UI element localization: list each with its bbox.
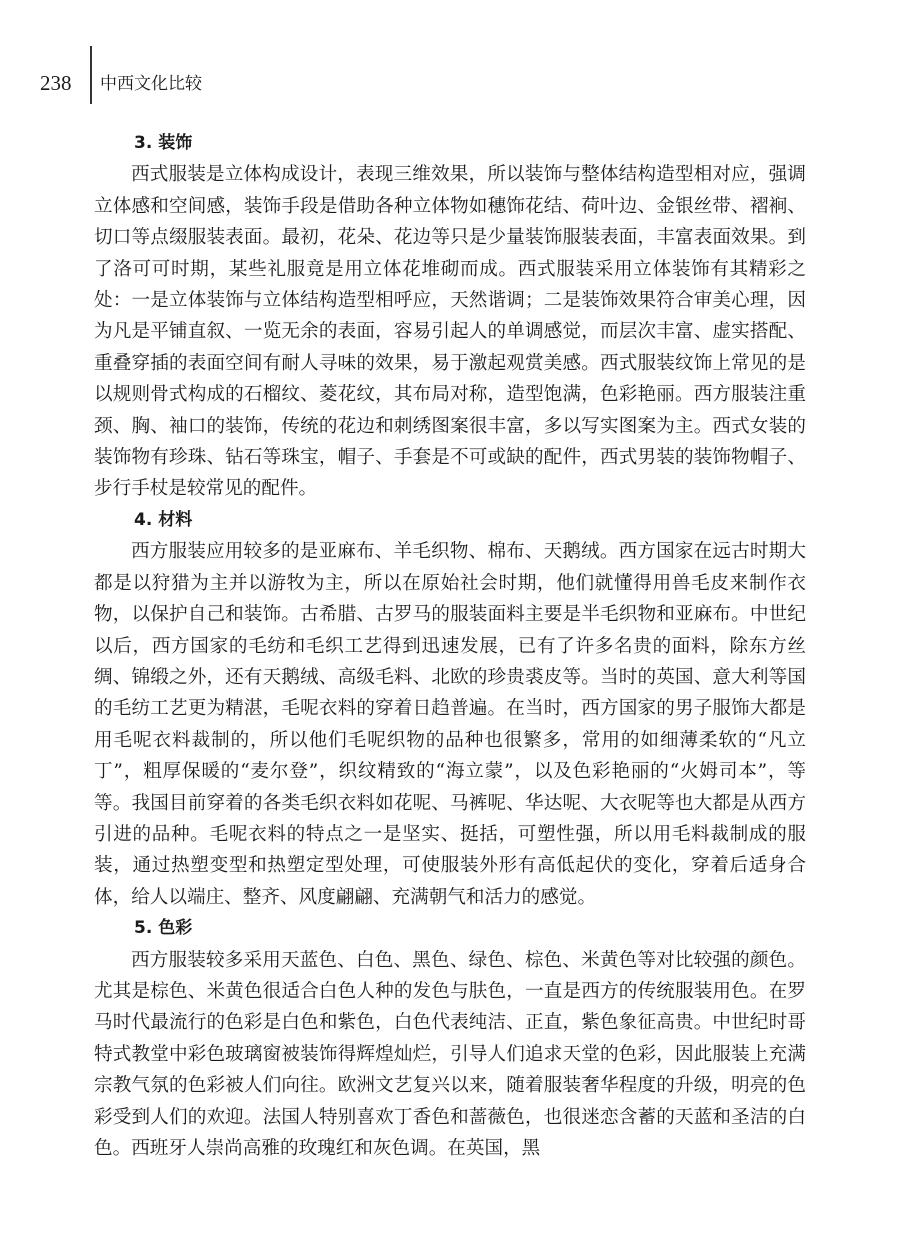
page-number: 238	[40, 71, 72, 95]
paragraph-colors: 西方服装较多采用天蓝色、白色、黑色、绿色、棕色、米黄色等对比较强的颜色。尤其是棕色、米黄色很适合白色人种的发色与肤色，一直是西方的传统服装用色。在罗马时代最流行的色彩是白色和紫色，白色代表纯洁、正直，紫色象征高贵。中世纪时哥特式教堂中彩色玻璃窗被装饰得辉煌灿烂，引导人们追求天堂的色彩，因此服装上充满宗教气氛的色彩被人们向往。欧洲文艺复兴以来，随着服装奢华程度的升级，明亮的色彩受到人们的欢迎。法国人特别喜欢丁香色和蔷薇色，也很迷恋含蓄的天蓝和圣洁的白色。西班牙人崇尚高雅的玫瑰红和灰色调。在英国，黑	[94, 949, 806, 1159]
paragraph-decoration: 西式服装是立体构成设计，表现三维效果，所以装饰与整体结构造型相对应，强调立体感和空间感，装饰手段是借助各种立体物如穗饰花结、荷叶边、金银丝带、褶裥、切口等点缀服装表面。最初，花朵、花边等只是少量装饰服装表面，丰富表面效果。到了洛可可时期，某些礼服竟是用立体花堆砌而成。西式服装采用立体装饰有其精彩之处：一是立体装饰与立体结构造型相呼应，天然谐调；二是装饰效果符合审美心理，因为凡是平铺直叙、一览无余的表面，容易引起人的单调感觉，而层次丰富、虚实搭配、重叠穿插的表面空间有耐人寻味的效果，易于激起观赏美感。西式服装纹饰上常见的是以规则骨式构成的石榴纹、菱花纹，其布局对称，造型饱满，色彩艳丽。西方服装注重颈、胸、袖口的装饰，传统的花边和刺绣图案很丰富，多以写实图案为主。西式女装的装饰物有珍珠、钻石等珠宝，帽子、手套是不可或缺的配件，西式男装的装饰物帽子、步行手杖是较常见的配件。	[94, 164, 806, 500]
page-header	[40, 46, 440, 106]
section-heading-decoration: 3. 装饰	[134, 133, 193, 153]
paragraph-materials: 西方服装应用较多的是亚麻布、羊毛织物、棉布、天鹅绒。西方国家在远古时期大都是以狩猎为主并以游牧为主，所以在原始社会时期，他们就懂得用兽毛皮来制作衣物，以保护自己和装饰。古希腊、古罗马的服装面料主要是半毛织物和亚麻布。中世纪以后，西方国家的毛纺和毛织工艺得到迅速发展，已有了许多名贵的面料，除东方丝绸、锦缎之外，还有天鹅绒、高级毛料、北欧的珍贵裘皮等。当时的英国、意大利等国的毛纺工艺更为精湛，毛呢衣料的穿着日趋普遍。在当时，西方国家的男子服饰大都是用毛呢衣料裁制的，所以他们毛呢织物的品种也很繁多，常用的如细薄柔软的“凡立丁”，粗厚保暖的“麦尔登”，织纹精致的“海立蒙”，以及色彩艳丽的“火姆司本”，等等。我国目前穿着的各类毛织衣料如花呢、马裤呢、华达呢、大衣呢等也大都是从西方引进的品种。毛呢衣料的特点之一是坚实、挺括，可塑性强，所以用毛料裁制成的服装，通过热塑变型和热塑定型处理，可使服装外形有高低起伏的变化，穿着后适身合体，给人以端庄、整齐、风度翩翩、充满朝气和活力的感觉。	[94, 541, 806, 908]
section-heading-materials: 4. 材料	[134, 509, 193, 530]
running-title: 中西文化比较	[100, 74, 202, 94]
body-text	[94, 128, 806, 1164]
header-divider	[90, 46, 92, 104]
section-heading-colors: 5. 色彩	[134, 918, 193, 939]
